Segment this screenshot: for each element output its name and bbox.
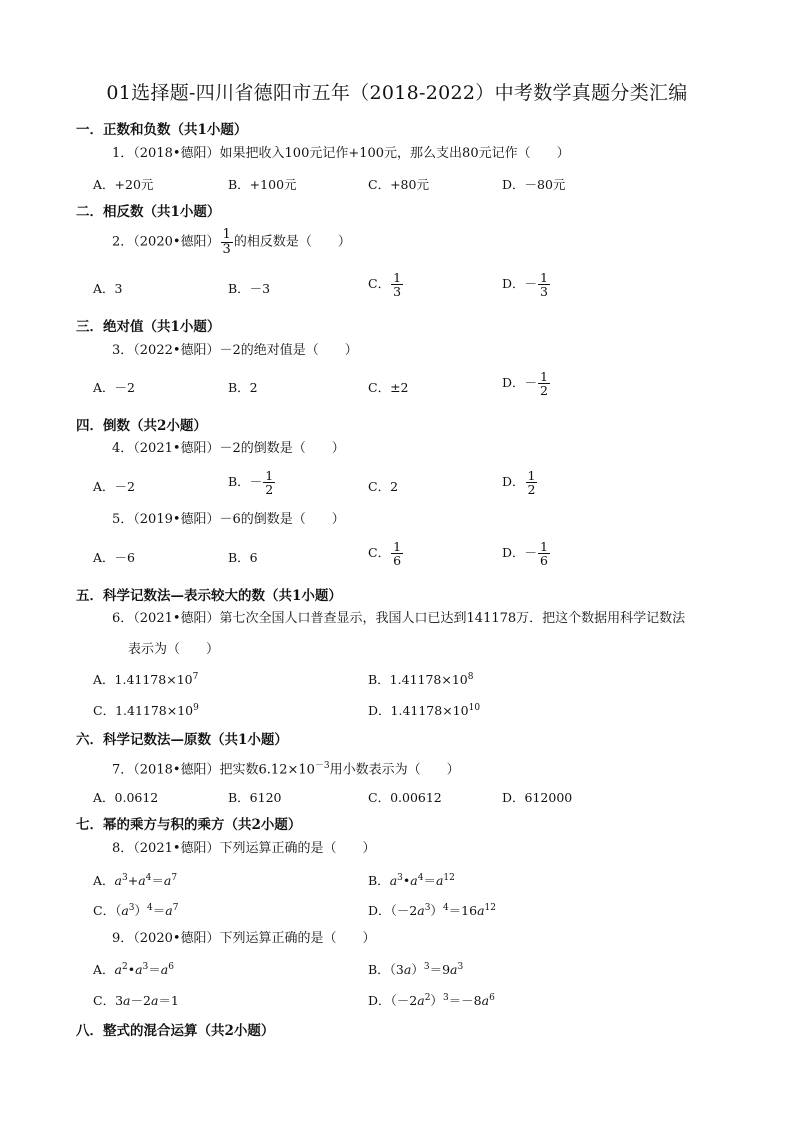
q6-d-base: D．1.41178×10 [368,703,469,718]
q2-den: 3 [222,241,231,257]
q6-option-a [93,670,198,688]
q5-option-a: A．－6 [93,550,135,565]
q5-d-den: 6 [540,553,548,569]
q2-num: 1 [222,227,231,242]
q2-suffix: 的相反数是（ ） [233,234,351,250]
q2-option-b: B．－3 [228,281,271,296]
q4-option-c: C．2 [368,479,399,494]
q2-c-fraction [391,271,403,298]
q2-option-c [368,271,404,298]
question-6-line1: 6．（2021•德阳）第七次全国人口普查显示，我国人口已达到141178万．把这个数据用科学记数法 [112,611,686,626]
question-4-stem: 4．（2021•德阳）－2的倒数是（ ） [112,441,345,456]
q1-option-c: C．+80元 [368,177,429,192]
q2-d-fraction [538,271,550,298]
q2-d-num: 1 [540,270,548,285]
q2-option-a: A．3 [93,281,123,296]
q4-b-num: 1 [265,468,274,483]
q4-option-b [228,469,276,496]
q8-option-a: A．$a^3+a^4=a^7$ [93,872,178,888]
q2-option-d [502,271,551,298]
q3-option-d [502,370,551,397]
q6-option-c [93,701,199,719]
q5-c-num: 1 [393,539,402,554]
question-6-line2: 表示为（ ） [128,642,220,657]
q5-d-num: 1 [540,539,548,554]
q7-option-a: A．0.0612 [93,790,159,805]
q3-d-num: 1 [540,369,548,384]
q8-option-c: C．$(a^3)^4=a^7$ [93,902,179,918]
section-heading-2: 二．相反数（共1小题） [76,204,221,220]
q8-option-b: B．$a^3•a^4=a^{12}$ [368,872,455,888]
q4-b-label: B．－ [228,474,263,490]
q6-b-exp: 8 [467,671,474,682]
page-title: 01选择题-四川省德阳市五年（2018-2022）中考数学真题分类汇编 [106,82,688,104]
q9-option-a: A．$a^2•a^3=a^6$ [93,961,174,977]
q5-c-label: C． [368,545,391,561]
section-heading-7: 七．幂的乘方与积的乘方（共2小题） [76,817,302,833]
q6-c-exp: 9 [193,702,199,713]
question-1-stem: 1．（2018•德阳）如果把收入100元记作+100元，那么支出80元记作（ ） [112,146,570,161]
q3-d-fraction [538,370,550,397]
q4-option-a: A．－2 [93,479,135,494]
question-9-stem: 9．（2020•德阳）下列运算正确的是（ ） [112,931,376,946]
q3-option-c: C．±2 [368,380,409,395]
q7-post: 用小数表示为（ ） [329,762,460,778]
q7-option-c: C．0.00612 [368,790,442,805]
question-7-stem [112,753,460,783]
q5-option-c [368,540,404,567]
q4-option-d [502,469,538,496]
question-5-stem: 5．（2019•德阳）－6的倒数是（ ） [112,512,345,527]
question-2-stem [112,228,351,256]
q2-c-label: C． [368,276,391,292]
q5-c-fraction [391,540,403,567]
q7-option-b: B．6120 [228,790,282,805]
q4-d-label: D． [502,474,525,490]
q2-c-den: 3 [393,284,402,300]
q7-exp: －3 [314,761,330,771]
q5-option-b: B．6 [228,550,258,565]
q6-d-exp: 10 [468,702,481,713]
q3-option-a: A．－2 [93,380,135,395]
section-heading-1: 一．正数和负数（共1小题） [76,122,248,138]
q3-d-den: 2 [540,383,548,399]
q6-option-d [368,701,480,719]
q6-option-b [368,670,474,688]
section-heading-4: 四．倒数（共2小题） [76,418,207,434]
q6-c-base: C．1.41178×10 [93,703,194,718]
q7-option-d: D．612000 [502,790,573,805]
q4-b-fraction [263,469,275,496]
q5-d-label: D．－ [502,545,538,561]
q4-d-fraction [526,469,538,496]
q2-prefix: 2．（2020•德阳） [112,234,220,250]
section-heading-3: 三．绝对值（共1小题） [76,319,221,335]
q4-d-den: 2 [527,482,536,498]
q3-d-label: D．－ [502,375,538,391]
q2-d-label: D．－ [502,276,538,292]
section-heading-8: 八．整式的混合运算（共2小题） [76,1023,275,1039]
q5-c-den: 6 [393,553,402,569]
q7-pre: 7．（2018•德阳）把实数6.12×10 [112,762,315,778]
q5-option-d [502,540,551,567]
q2-fraction [221,228,233,256]
q8-option-d: D．$(-2a^3)^4=16a^{12}$ [368,902,496,918]
q6-b-base: B．1.41178×10 [368,672,468,687]
section-heading-6: 六．科学记数法—原数（共1小题） [76,732,288,748]
q4-b-den: 2 [265,482,274,498]
q6-a-exp: 7 [192,671,199,682]
section-heading-5: 五．科学记数法—表示较大的数（共1小题） [76,588,342,604]
q2-d-den: 3 [540,284,548,300]
q3-option-b: B．2 [228,380,258,395]
q9-option-c: C．3a－2a＝1 [93,993,179,1008]
q1-option-a: A．+20元 [93,177,154,192]
q4-d-num: 1 [527,468,536,483]
q1-option-d: D．－80元 [502,177,566,192]
q9-option-d: D．$(-2a^2)^3=-8a^6$ [368,992,495,1008]
q2-c-num: 1 [393,270,402,285]
q6-a-base: A．1.41178×10 [93,672,193,687]
q9-option-b: B．$(3a)^3=9a^3$ [368,961,464,977]
q1-option-b: B．+100元 [228,177,297,192]
q5-d-fraction [538,540,550,567]
question-8-stem: 8．（2021•德阳）下列运算正确的是（ ） [112,841,376,856]
question-3-stem: 3．（2022•德阳）－2的绝对值是（ ） [112,343,358,358]
